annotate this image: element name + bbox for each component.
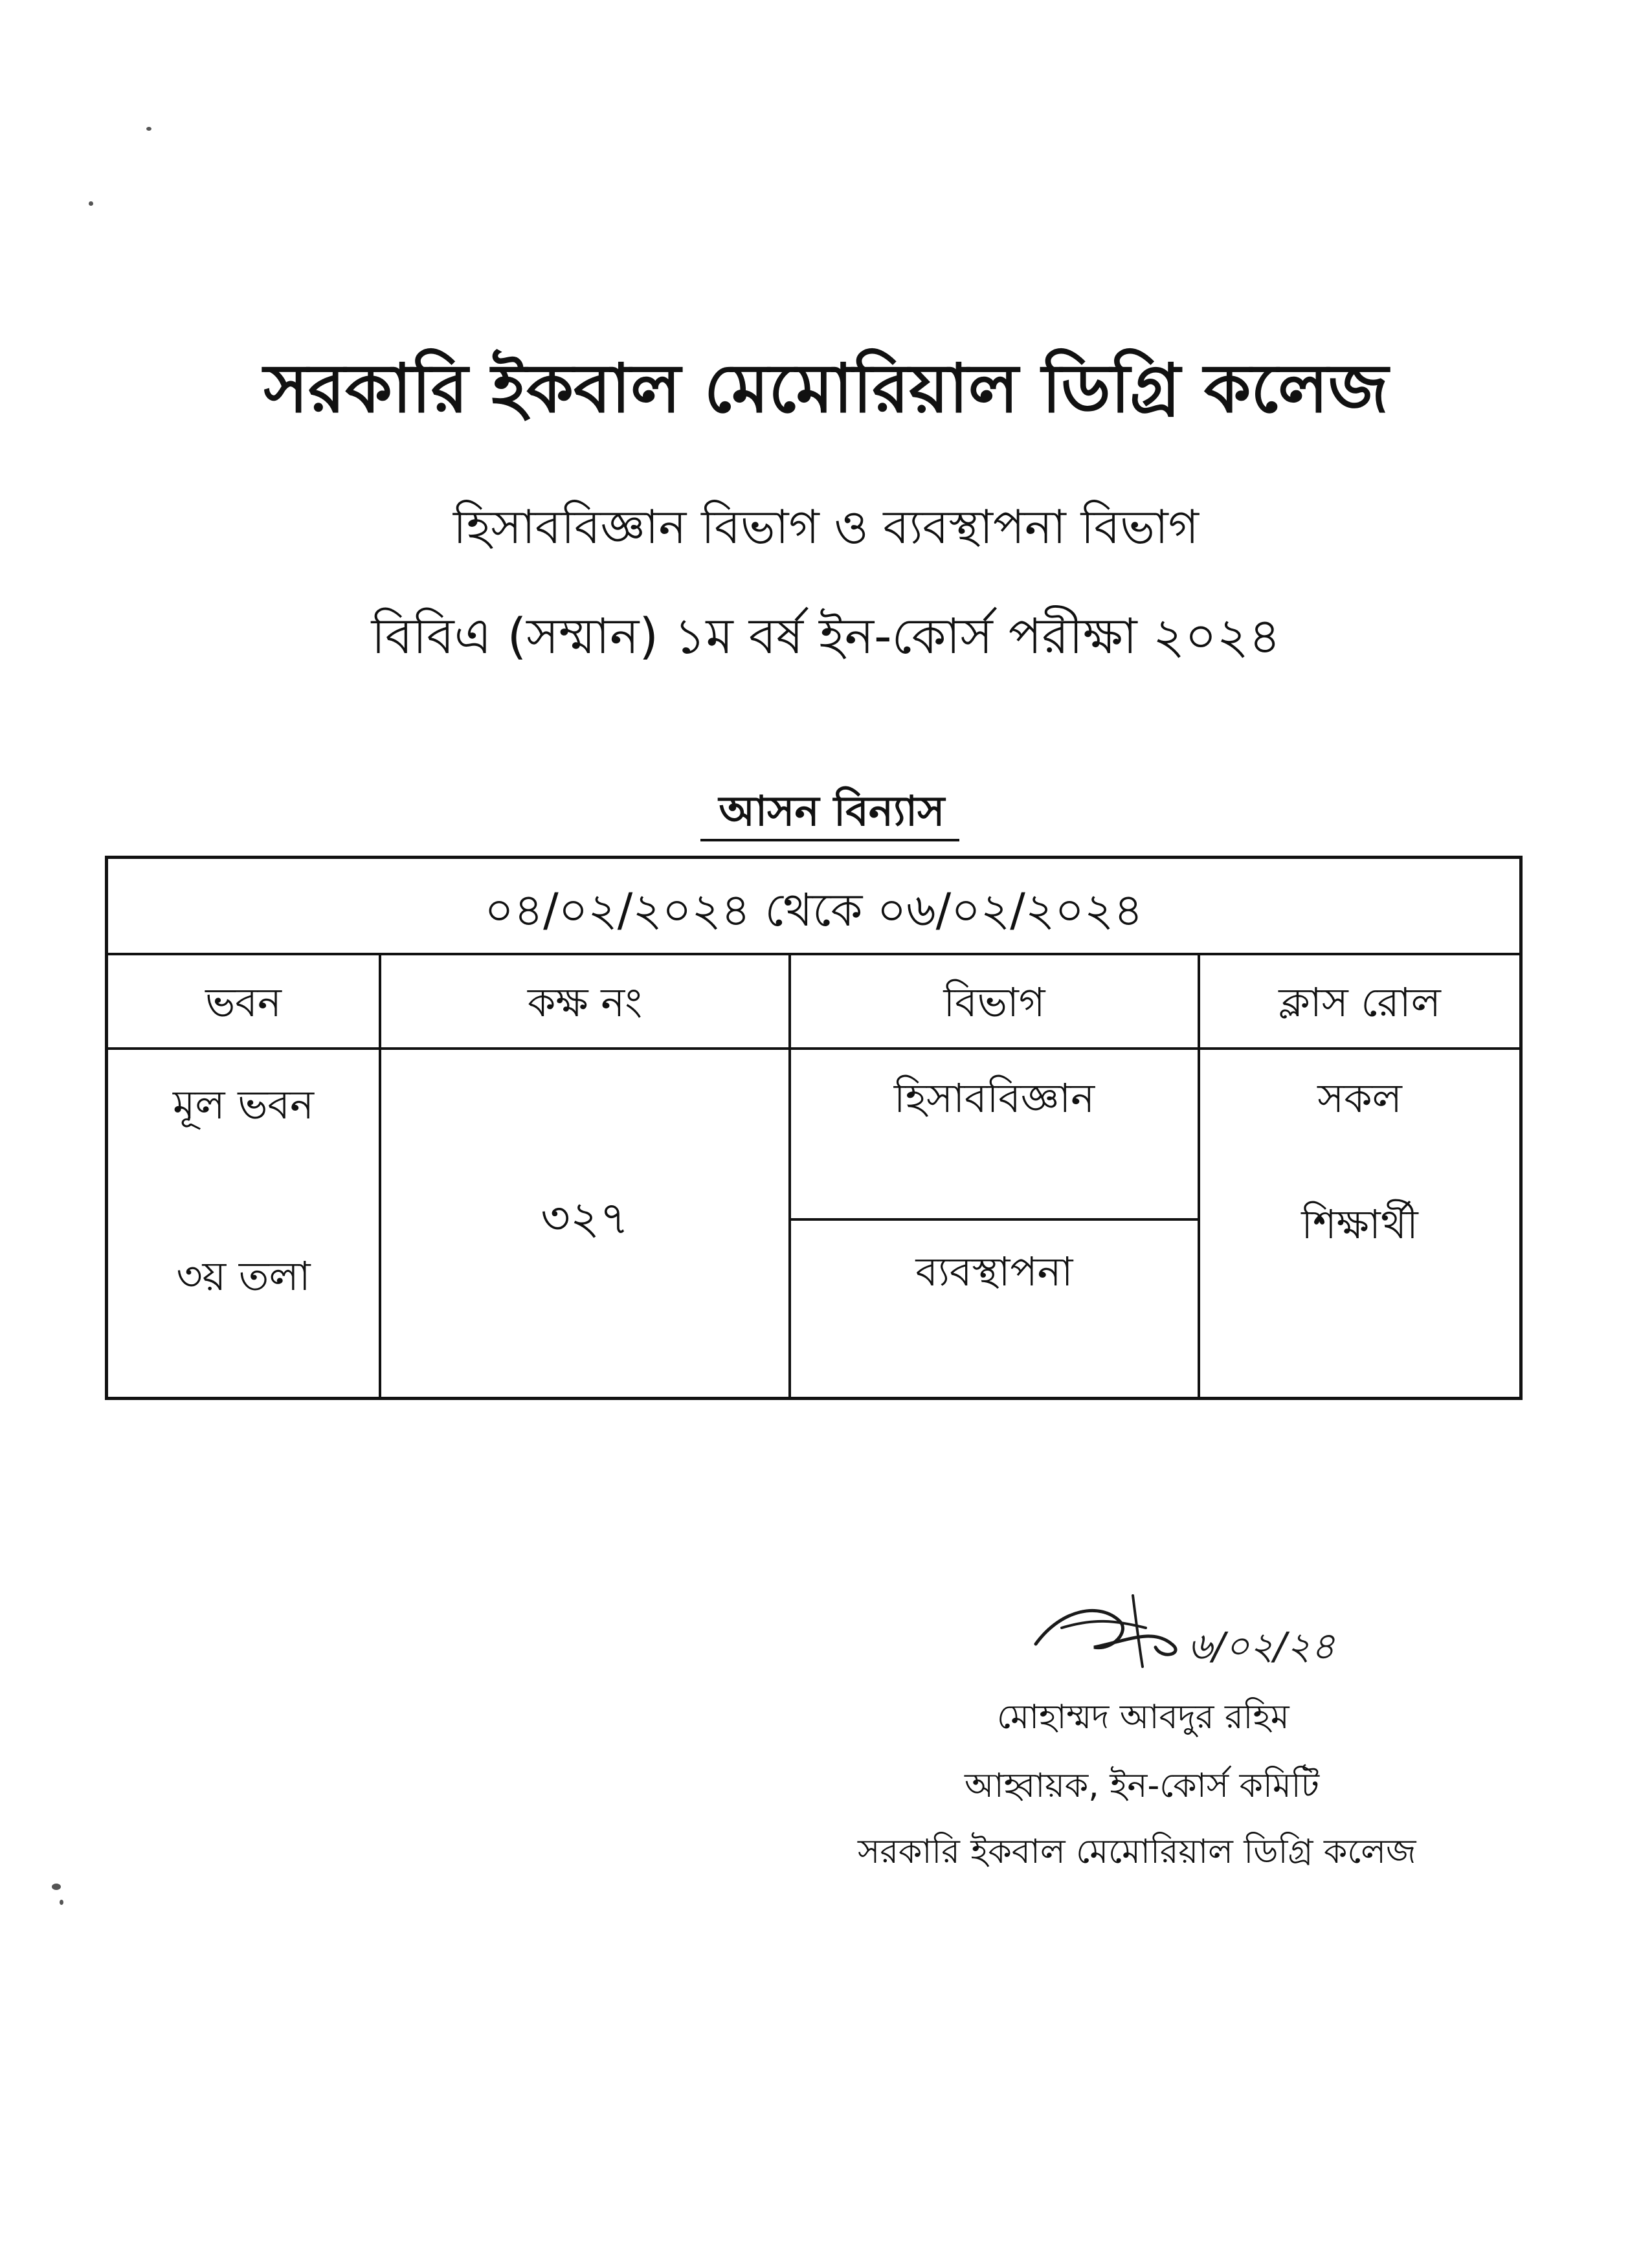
column-header-class-roll: ক্লাস রোল bbox=[1278, 979, 1441, 1026]
table-border-top bbox=[105, 856, 1523, 859]
department-accounting: হিসাববিজ্ঞান bbox=[893, 1074, 1095, 1122]
signatory-institution: সরকারি ইকবাল মেমোরিয়াল ডিগ্রি কলেজ bbox=[858, 1832, 1416, 1871]
floor-name: ৩য় তলা bbox=[176, 1252, 311, 1300]
room-number: ৩২৭ bbox=[541, 1192, 629, 1245]
signatory-name: মোহাম্মদ আবদুর রহিম bbox=[997, 1698, 1289, 1737]
exam-title: বিবিএ (সম্মান) ১ম বর্ষ ইন-কোর্স পরীক্ষা ২০২৪ bbox=[371, 607, 1281, 665]
table-department-divider bbox=[788, 1218, 1199, 1221]
column-header-department: বিভাগ bbox=[943, 979, 1045, 1026]
table-header-divider bbox=[105, 1047, 1523, 1050]
table-border-bottom bbox=[105, 1397, 1523, 1400]
college-title: সরকারি ইকবাল মেমোরিয়াল ডিগ্রি কলেজ bbox=[263, 349, 1389, 428]
department-management: ব্যবস্থাপনা bbox=[915, 1248, 1073, 1295]
class-roll-students: শিক্ষার্থী bbox=[1301, 1201, 1418, 1248]
department-line: হিসাববিজ্ঞান বিভাগ ও ব্যবস্থাপনা বিভাগ bbox=[453, 500, 1199, 554]
heading-underline bbox=[700, 839, 959, 841]
class-roll-all: সকল bbox=[1317, 1074, 1402, 1122]
building-name: মূল ভবন bbox=[172, 1081, 315, 1128]
scan-speck bbox=[60, 1900, 63, 1905]
handwritten-signature bbox=[1023, 1583, 1385, 1680]
scan-speck bbox=[89, 201, 93, 206]
table-border-right bbox=[1519, 856, 1523, 1400]
scan-speck bbox=[146, 127, 151, 131]
scan-speck bbox=[52, 1884, 61, 1890]
signature-date: ৬/০২/২৪ bbox=[1188, 1624, 1335, 1668]
table-date-divider bbox=[105, 953, 1523, 955]
date-range: ০৪/০২/২০২৪ থেকে ০৬/০২/২০২৪ bbox=[484, 884, 1143, 937]
column-header-building: ভবন bbox=[205, 979, 282, 1026]
signatory-designation: আহ্বায়ক, ইন-কোর্স কমিটি bbox=[965, 1766, 1319, 1805]
seat-plan-heading: আসন বিন্যাস bbox=[719, 788, 945, 836]
column-header-room: কক্ষ নং bbox=[527, 979, 642, 1026]
